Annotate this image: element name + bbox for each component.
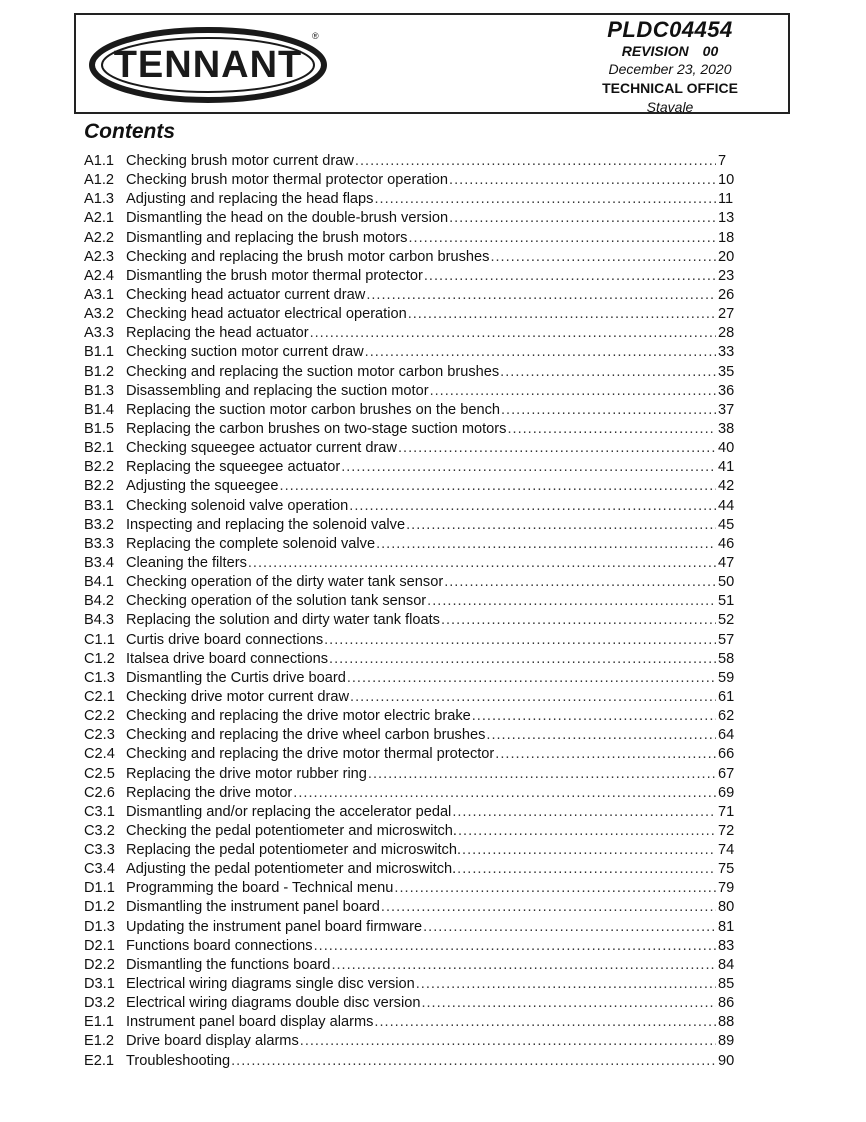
toc-entry[interactable] [84,823,746,842]
toc-entry[interactable] [84,478,746,497]
revision-line [570,43,770,60]
toc-entry-page: 50 [718,574,735,591]
toc-entry-number: C3.3 [84,842,115,859]
toc-entry-page: 36 [718,382,735,399]
toc-entry-number: D3.1 [84,976,115,993]
toc-entry-number: D1.3 [84,918,115,935]
toc-entry-title: Checking operation of the solution tank sensor [126,593,427,610]
toc-dot-leader [430,383,716,399]
toc-entry[interactable] [84,383,746,402]
toc-dot-leader [423,919,716,935]
toc-entry-number: C3.1 [84,803,115,820]
toc-entry-title: Adjusting the pedal potentiometer and microswitch. [126,861,457,878]
toc-entry-page: 81 [718,918,735,935]
toc-entry-number: B3.4 [84,554,115,571]
document-code: PLDC04454 [607,17,733,42]
toc-entry-number: A2.1 [84,210,115,227]
toc-entry[interactable] [84,632,746,651]
toc-entry[interactable] [84,325,746,344]
toc-entry-title: Replacing the pedal potentiometer and microswitch. [126,842,462,859]
toc-entry[interactable] [84,402,746,421]
toc-entry-number: B3.1 [84,497,115,514]
toc-entry-number: B2.2 [84,478,115,495]
toc-entry-title: Replacing the squeegee actuator [126,459,341,476]
toc-entry[interactable] [84,555,746,574]
toc-entry[interactable] [84,651,746,670]
toc-entry[interactable] [84,727,746,746]
toc-entry-page: 18 [718,229,735,246]
toc-entry[interactable] [84,899,746,918]
toc-entry[interactable] [84,268,746,287]
toc-entry[interactable] [84,172,746,191]
toc-dot-leader [341,459,716,475]
toc-entry[interactable] [84,230,746,249]
toc-entry-page: 7 [718,153,727,169]
toc-dot-leader [421,995,716,1011]
toc-entry[interactable] [84,1053,746,1072]
toc-entry-page: 20 [718,248,735,265]
toc-entry-number: C1.3 [84,669,115,686]
toc-entry-title: Troubleshooting [126,1052,231,1069]
toc-entry-title: Adjusting and replacing the head flaps [126,191,374,208]
toc-dot-leader [248,555,716,571]
toc-entry-title: Checking and replacing the suction motor carbon brushes [126,363,500,380]
toc-entry-number: D3.2 [84,995,115,1012]
toc-entry-number: A3.1 [84,286,115,303]
toc-entry-title: Dismantling and/or replacing the accelerator pedal [126,803,452,820]
toc-entry-number: D1.2 [84,899,115,916]
toc-entry-page: 10 [718,172,735,189]
toc-dot-leader [444,574,716,590]
toc-entry-number: A3.3 [84,325,115,342]
office-location: Stavale [646,99,694,115]
toc-entry[interactable] [84,1014,746,1033]
toc-entry-page: 52 [718,612,735,629]
toc-entry[interactable] [84,1033,746,1052]
toc-dot-leader [408,230,716,246]
toc-entry-title: Checking drive motor current draw [126,688,350,705]
toc-entry-number: D2.2 [84,956,115,973]
toc-entry-number: C3.2 [84,822,115,839]
toc-entry-page: 72 [718,822,735,839]
toc-dot-leader [310,325,716,341]
document-header [74,13,790,114]
toc-entry-page: 80 [718,899,735,916]
toc-entry-title: Disassembling and replacing the suction motor [126,382,429,399]
toc-entry[interactable] [84,191,746,210]
toc-entry-page: 84 [718,956,735,973]
toc-entry-page: 46 [718,535,735,552]
toc-entry-title: Inspecting and replacing the solenoid valve [126,516,406,533]
toc-entry-title: Electrical wiring diagrams single disc version [126,976,415,993]
toc-entry-title: Replacing the drive motor [126,784,293,801]
toc-entry[interactable] [84,689,746,708]
toc-entry-title: Dismantling and replacing the brush motors [126,229,408,246]
toc-dot-leader [495,746,716,762]
toc-entry-page: 58 [718,650,735,667]
toc-entry[interactable] [84,344,746,363]
toc-entry-number: A1.2 [84,172,115,189]
toc-entry-title: Checking and replacing the drive motor electric brake [126,708,471,725]
tennant-logo [88,25,332,103]
logo-wordmark: TENNANT [113,44,303,86]
toc-dot-leader [462,842,716,858]
toc-entry-number: C1.2 [84,650,115,667]
toc-dot-leader [376,536,716,552]
toc-entry-number: B2.1 [84,440,115,457]
toc-entry[interactable] [84,957,746,976]
toc-entry-page: 85 [718,976,735,993]
toc-entry-title: Replacing the head actuator [126,325,309,342]
toc-dot-leader [300,1033,716,1049]
toc-entry-page: 27 [718,306,735,323]
toc-entry[interactable] [84,670,746,689]
toc-entry-title: Dismantling the functions board [126,956,331,973]
toc-dot-leader [365,344,716,360]
toc-entry[interactable] [84,440,746,459]
toc-entry-page: 33 [718,344,735,361]
toc-entry-number: B1.1 [84,344,115,361]
toc-entry-title: Replacing the carbon brushes on two-stage suction motors [126,420,507,437]
toc-entry-title: Checking brush motor current draw [126,153,354,169]
toc-entry-title: Checking head actuator current draw [126,286,366,303]
toc-dot-leader [406,517,716,533]
toc-entry-page: 69 [718,784,735,801]
toc-entry-number: C2.3 [84,727,115,744]
toc-entry-page: 83 [718,937,735,954]
toc-entry-page: 23 [718,267,735,284]
toc-entry[interactable] [84,708,746,727]
toc-entry-page: 71 [718,803,735,820]
toc-entry-title: Checking head actuator electrical operation [126,306,407,323]
toc-entry-number: B1.4 [84,401,115,418]
toc-dot-leader [458,823,716,839]
document-meta [570,17,770,116]
toc-entry[interactable] [84,746,746,765]
toc-entry-title: Checking operation of the dirty water tank sensor [126,574,444,591]
toc-entry-number: C2.6 [84,784,115,801]
toc-entry[interactable] [84,498,746,517]
toc-entry-number: A3.2 [84,306,115,323]
toc-entry-page: 11 [718,191,734,208]
toc-entry-title: Replacing the solution and dirty water tank floats [126,612,440,629]
toc-entry-title: Checking and replacing the drive wheel carbon brushes [126,727,486,744]
toc-entry-title: Checking suction motor current draw [126,344,364,361]
toc-entry-page: 26 [718,286,735,303]
toc-entry-number: C2.2 [84,708,115,725]
toc-entry-page: 61 [718,688,735,705]
toc-dot-leader [331,957,716,973]
toc-entry[interactable] [84,785,746,804]
toc-dot-leader [293,785,716,801]
toc-entry-title: Checking brush motor thermal protector operation [126,172,449,189]
toc-entry-page: 35 [718,363,735,380]
toc-entry-page: 67 [718,765,735,782]
toc-dot-leader [408,306,716,322]
toc-entry[interactable] [84,842,746,861]
toc-dot-leader [501,402,716,418]
toc-entry-title: Drive board display alarms [126,1033,299,1050]
toc-entry-number: D1.1 [84,880,115,897]
contents-title: Contents [84,120,175,143]
toc-entry-title: Functions board connections [126,937,313,954]
toc-entry[interactable] [84,995,746,1014]
toc-dot-leader [441,612,716,628]
toc-entry-number: A2.3 [84,248,115,265]
toc-entry-page: 75 [718,861,735,878]
toc-dot-leader [424,268,716,284]
toc-entry-title: Dismantling the head on the double-brush version [126,210,449,227]
toc-entry-number: D2.1 [84,937,115,954]
toc-entry[interactable] [84,517,746,536]
toc-entry-number: B4.2 [84,593,115,610]
toc-entry-page: 89 [718,1033,735,1050]
toc-entry[interactable] [84,574,746,593]
toc-entry-title: Replacing the drive motor rubber ring [126,765,367,782]
toc-dot-leader [324,632,716,648]
toc-entry-page: 38 [718,420,735,437]
toc-entry-title: Curtis drive board connections [126,631,324,648]
toc-entry-number: B3.2 [84,516,115,533]
toc-entry-number: C2.5 [84,765,115,782]
revision-number: 00 [702,43,719,59]
toc-entry[interactable] [84,766,746,785]
toc-dot-leader [416,976,716,992]
toc-entry-page: 74 [718,842,735,859]
toc-entry[interactable] [84,536,746,555]
document-date: December 23, 2020 [608,61,732,77]
toc-dot-leader [394,880,716,896]
toc-entry-number: B1.5 [84,420,115,437]
toc-entry-page: 64 [718,727,735,744]
toc-entry[interactable] [84,593,746,612]
toc-entry-title: Programming the board - Technical menu [126,880,394,897]
toc-entry-page: 62 [718,708,735,725]
toc-entry[interactable] [84,861,746,880]
toc-entry[interactable] [84,364,746,383]
toc-entry-number: E1.2 [84,1033,115,1050]
toc-entry-page: 88 [718,1014,735,1031]
toc-entry-title: Updating the instrument panel board firmware [126,918,423,935]
toc-entry-page: 90 [718,1052,735,1069]
toc-entry[interactable] [84,287,746,306]
toc-entry-page: 51 [718,593,735,610]
toc-entry-page: 45 [718,516,735,533]
toc-entry-title: Adjusting the squeegee [126,478,279,495]
toc-entry-title: Cleaning the filters [126,554,247,571]
toc-dot-leader [366,287,716,303]
toc-entry-page: 13 [718,210,735,227]
toc-entry-title: Dismantling the Curtis drive board [126,669,346,686]
revision-label: REVISION [621,43,689,59]
toc-entry-number: A1.1 [84,153,115,169]
toc-dot-leader [398,440,716,456]
toc-dot-leader [374,1014,716,1030]
toc-entry-page: 57 [718,631,735,648]
toc-entry-title: Checking squeegee actuator current draw [126,440,397,457]
toc-entry-page: 47 [718,554,735,571]
toc-entry[interactable] [84,938,746,957]
toc-entry[interactable] [84,880,746,899]
toc-entry-number: C2.4 [84,746,115,763]
toc-entry-title: Replacing the complete solenoid valve [126,535,376,552]
toc-entry[interactable] [84,249,746,268]
toc-entry-page: 37 [718,401,735,418]
toc-entry-title: Checking the pedal potentiometer and microswitch. [126,822,457,839]
toc-dot-leader [457,861,716,877]
toc-entry-title: Checking and replacing the brush motor carbon brushes [126,248,490,265]
toc-entry[interactable] [84,306,746,325]
toc-entry-page: 41 [718,459,735,476]
toc-entry[interactable] [84,804,746,823]
toc-entry[interactable] [84,976,746,995]
toc-dot-leader [449,172,716,188]
toc-dot-leader [427,593,716,609]
toc-dot-leader [355,153,716,169]
toc-entry-page: 59 [718,669,735,686]
toc-entry-page: 44 [718,497,735,514]
toc-entry-number: B1.2 [84,363,115,380]
toc-entry-number: A2.2 [84,229,115,246]
toc-entry-page: 40 [718,440,735,457]
toc-entry-number: C1.1 [84,631,115,648]
toc-dot-leader [314,938,716,954]
toc-entry-number: B4.1 [84,574,115,591]
toc-dot-leader [500,364,716,380]
toc-entry-page: 42 [718,478,735,495]
toc-entry-number: B3.3 [84,535,115,552]
toc-entry-page: 66 [718,746,735,763]
registered-mark: ® [312,31,319,41]
toc-entry[interactable] [84,459,746,478]
toc-entry-number: B2.2 [84,459,115,476]
toc-dot-leader [486,727,716,743]
toc-dot-leader [374,191,716,207]
toc-dot-leader [329,651,716,667]
toc-entry-title: Checking solenoid valve operation [126,497,349,514]
toc-entry-number: E1.1 [84,1014,115,1031]
toc-entry-number: B4.3 [84,612,115,629]
toc-entry[interactable] [84,919,746,938]
toc-entry-page: 28 [718,325,735,342]
toc-dot-leader [507,421,716,437]
toc-entry[interactable] [84,210,746,229]
toc-entry-number: A2.4 [84,267,115,284]
toc-dot-leader [449,210,716,226]
toc-dot-leader [452,804,716,820]
toc-dot-leader [490,249,716,265]
toc-dot-leader [368,766,716,782]
toc-entry-title: Electrical wiring diagrams double disc version [126,995,421,1012]
toc-dot-leader [350,689,716,705]
toc-entry-number: E2.1 [84,1052,115,1069]
toc-entry[interactable] [84,153,746,172]
toc-entry[interactable] [84,612,746,631]
toc-dot-leader [381,899,716,915]
toc-entry-number: B1.3 [84,382,115,399]
toc-entry[interactable] [84,421,746,440]
toc-dot-leader [347,670,716,686]
toc-dot-leader [349,498,716,514]
office-name: TECHNICAL OFFICE [602,80,738,96]
toc-entry-page: 79 [718,880,735,897]
toc-dot-leader [280,478,716,494]
toc-entry-title: Instrument panel board display alarms [126,1014,374,1031]
toc-entry-title: Italsea drive board connections [126,650,329,667]
toc-entry-number: C3.4 [84,861,115,878]
toc-entry-title: Replacing the suction motor carbon brushes on the bench [126,401,500,418]
toc-entry-number: A1.3 [84,191,115,208]
toc-entry-page: 86 [718,995,735,1012]
toc-entry-title: Dismantling the brush motor thermal protector [126,267,423,284]
toc-dot-leader [231,1053,716,1069]
toc-entry-number: C2.1 [84,688,115,705]
toc-dot-leader [472,708,716,724]
toc-entry-title: Checking and replacing the drive motor thermal protector [126,746,495,763]
table-of-contents [84,153,746,1072]
toc-entry-title: Dismantling the instrument panel board [126,899,380,916]
